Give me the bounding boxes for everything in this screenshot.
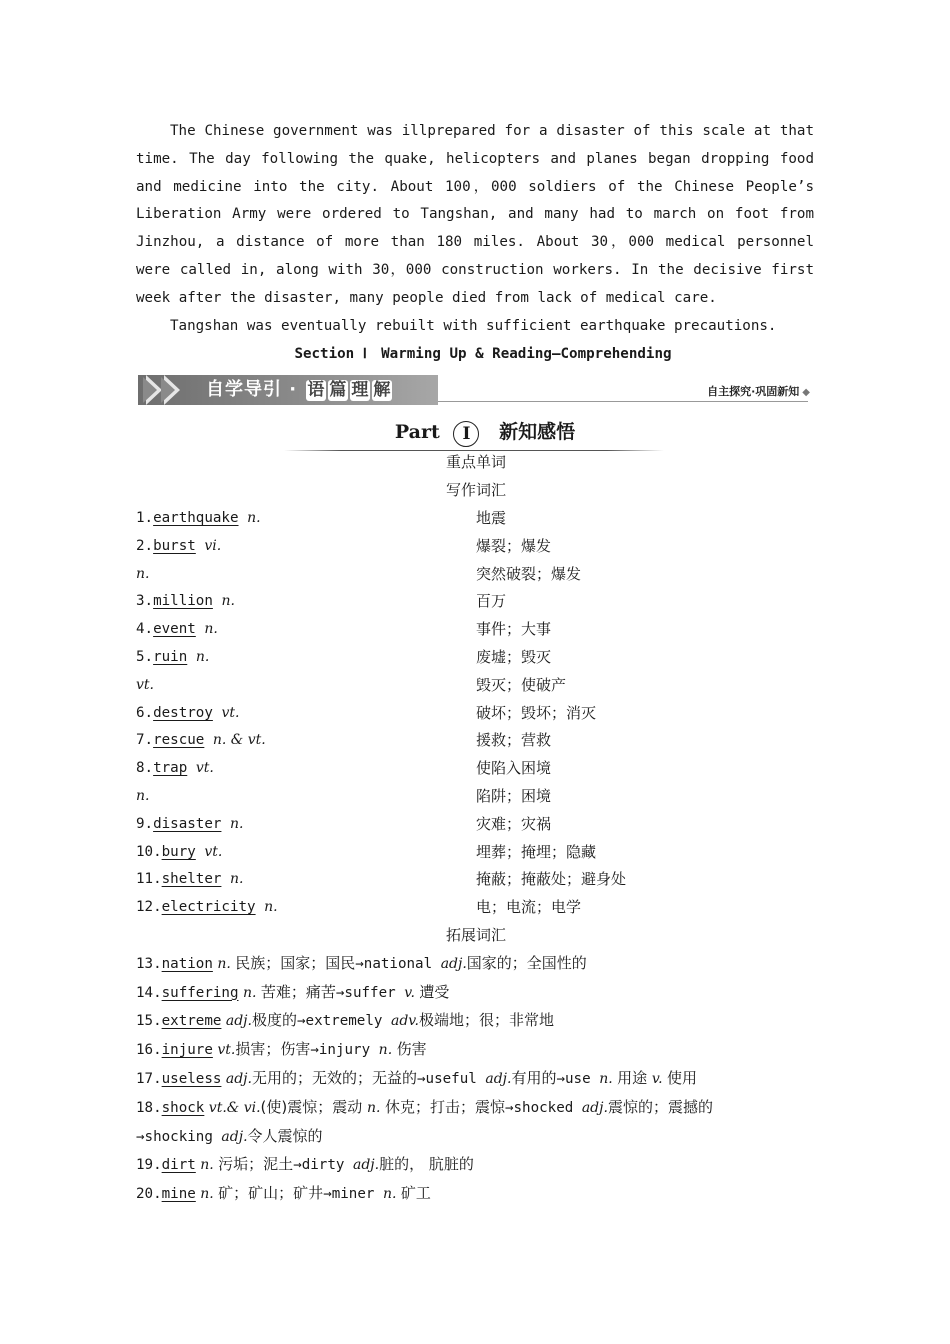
- vocab-left: [136, 700, 239, 728]
- extension-pos: vt.& vi.: [204, 1099, 261, 1116]
- vocab-word: rescue: [153, 732, 205, 749]
- part-heading: [136, 417, 814, 447]
- extension-pos: adj.: [221, 1013, 252, 1030]
- vocab-row: [136, 894, 814, 922]
- extension-number: 19.: [136, 1157, 162, 1174]
- vocab-gap: [221, 871, 230, 887]
- vocab-gap: [256, 899, 265, 915]
- extension-meaning: 极度的: [251, 1011, 297, 1030]
- extension-meaning: 伤害: [396, 1040, 427, 1059]
- vocab-meaning: 灾难；灾祸: [476, 814, 552, 833]
- banner-title-dot: ·: [289, 379, 298, 401]
- vocab-row: [136, 561, 814, 589]
- vocab-number: 7.: [136, 732, 154, 749]
- extension-derivative: →injury: [310, 1042, 379, 1059]
- extension-meaning: 矿；矿山；矿井: [218, 1184, 324, 1203]
- vocab-row: [136, 811, 814, 839]
- extension-meaning: 国家的；全国性的: [466, 953, 587, 972]
- vocab-meaning: 使陷入困境: [476, 759, 552, 778]
- vocab-word: destroy: [153, 704, 213, 721]
- vocab-word: burst: [153, 537, 196, 554]
- vocab-row: [136, 533, 814, 561]
- vocab-meaning: 埋葬；掩埋；隐藏: [476, 842, 597, 861]
- part-title-cn: 新知感悟: [499, 421, 576, 444]
- vocab-number: 11.: [136, 871, 162, 888]
- extension-meaning: 遭受: [419, 982, 450, 1001]
- vocab-left: [136, 644, 209, 672]
- vocab-left: [136, 783, 149, 811]
- vocab-row: [136, 672, 814, 700]
- extension-derivative: →national: [355, 955, 441, 972]
- vocab-left: [136, 533, 221, 561]
- extension-word: dirt: [161, 1157, 196, 1174]
- extension-meaning: 震惊的；震撼的: [607, 1097, 713, 1116]
- extension-derivative: →suffer: [335, 984, 405, 1001]
- extension-pos: v.: [651, 1070, 668, 1087]
- banner-title-lead: 自学导引: [206, 379, 282, 401]
- vocab-row: [136, 727, 814, 755]
- banner-title-box: 理: [351, 380, 370, 401]
- vocab-pos: n.: [204, 621, 218, 638]
- passage-paragraph-1: The Chinese government was illprepared for a disaster of this scale at that time. The day following the quake, helicopters and planes began dropping food and medicine into the city. About 100，000 soldiers of the Chinese People’s Liberation Army were ordered to Tangshan, and many had to march on foot from Jinzhou, a distance of more than 180 miles. About 30，000 medical personnel were called in, along with 30，000 construction workers. In the decisive first week after the disaster, many people died from lack of medical care.: [136, 123, 814, 306]
- banner-title: [206, 378, 392, 402]
- banner-title-box: 语: [307, 380, 326, 401]
- extension-number: 18.: [136, 1099, 162, 1116]
- vocab-meaning: 陷阱；困境: [476, 786, 552, 805]
- vocab-word: ruin: [153, 648, 188, 665]
- vocab-left: [136, 616, 218, 644]
- extension-row: [136, 1094, 814, 1152]
- extension-number: 16.: [136, 1042, 162, 1059]
- part-label: Part: [394, 421, 440, 444]
- vocab-word: shelter: [161, 871, 222, 888]
- banner-underline: [438, 401, 808, 402]
- extension-word: nation: [161, 955, 213, 972]
- document-page: [136, 118, 814, 1209]
- extension-number: 17.: [136, 1070, 162, 1087]
- extension-pos: n.: [378, 1042, 397, 1059]
- vocab-pos: n.: [229, 815, 244, 832]
- extension-row: [136, 1065, 814, 1094]
- part-numeral: Ⅰ: [453, 421, 479, 447]
- vocab-number: 9.: [136, 815, 154, 832]
- extension-row: [136, 1151, 814, 1180]
- extension-meaning: 休克；打击；震惊: [384, 1097, 505, 1116]
- vocab-left: [136, 894, 278, 922]
- extension-derivative: →dirty: [293, 1157, 353, 1174]
- extension-pos: v.: [404, 984, 420, 1001]
- vocab-pos: vi.: [204, 537, 222, 554]
- extension-pos: n.: [195, 1186, 219, 1203]
- extension-meaning: 无用的；无效的；无益的: [251, 1068, 417, 1087]
- vocab-row: [136, 588, 814, 616]
- vocab-gap: [239, 510, 248, 526]
- extension-pos: n.: [382, 1186, 401, 1203]
- vocab-gap: [187, 649, 196, 665]
- vocab-pos: vt.: [221, 704, 240, 721]
- extension-derivative: →shocked: [504, 1099, 582, 1116]
- vocab-number: 5.: [136, 648, 154, 665]
- extension-row: [136, 1036, 814, 1065]
- vocab-meaning: 百万: [476, 592, 507, 611]
- extension-meaning: 污垢；泥土: [218, 1155, 294, 1174]
- vocab-meaning: 破坏；毁坏；消灭: [476, 703, 597, 722]
- extension-derivative: →useful: [417, 1070, 486, 1087]
- vocab-meaning: 地震: [476, 508, 507, 527]
- vocab-pos: vt.: [204, 843, 223, 860]
- vocab-gap: [204, 732, 213, 748]
- extension-pos: n.: [367, 1099, 385, 1116]
- vocab-pos: n.: [247, 509, 261, 526]
- vocab-word: bury: [161, 843, 196, 860]
- extension-word: shock: [161, 1099, 205, 1116]
- extension-word: suffering: [161, 984, 239, 1001]
- vocab-row: [136, 616, 814, 644]
- extension-pos: adj.: [440, 955, 467, 972]
- extension-number: 14.: [136, 984, 162, 1001]
- vocab-meaning: 突然破裂；爆发: [476, 564, 582, 583]
- vocab-row: [136, 644, 814, 672]
- section-title: Section Ⅰ Warming Up & Reading—Comprehending: [294, 346, 672, 363]
- vocab-left: [136, 866, 243, 894]
- extension-meaning: 损害；伤害: [235, 1040, 311, 1059]
- vocab-row: [136, 783, 814, 811]
- vocab-pos: n.: [195, 648, 210, 665]
- vocab-word: earthquake: [153, 509, 239, 526]
- vocab-left: [136, 727, 266, 755]
- vocab-row: [136, 505, 814, 533]
- extension-pos: adj.: [221, 1128, 248, 1145]
- vocab-meaning: 电；电流；电学: [476, 898, 582, 917]
- extension-derivative: →miner: [323, 1186, 383, 1203]
- vocab-left: [136, 672, 154, 700]
- vocab-left: [136, 839, 222, 867]
- vocab-word: disaster: [153, 815, 222, 832]
- part-divider: [284, 450, 664, 451]
- vocab-number: 10.: [136, 843, 162, 860]
- vocab-gap: [187, 760, 196, 776]
- extension-meaning: 极端地；很；非常地: [418, 1011, 554, 1030]
- vocab-number: 1.: [136, 509, 154, 526]
- vocab-meaning: 掩蔽；掩蔽处；避身处: [476, 870, 627, 889]
- extension-derivative: →extremely: [297, 1013, 391, 1030]
- extension-meaning: 矿工: [400, 1184, 431, 1203]
- extension-meaning: 用途: [617, 1068, 652, 1087]
- extension-pos: n.: [238, 984, 261, 1001]
- extension-meaning: 有用的: [511, 1068, 557, 1087]
- vocab-number: 12.: [136, 899, 162, 916]
- extension-derivative: →shocking: [136, 1128, 222, 1145]
- vocab-number: 4.: [136, 621, 154, 638]
- chevron-icon: [143, 377, 157, 403]
- vocab-left: [136, 561, 149, 589]
- extension-number: 15.: [136, 1013, 162, 1030]
- extension-word: injure: [161, 1042, 213, 1059]
- banner-right-text: 自主探究·巩固新知: [707, 385, 800, 399]
- extension-pos: adv.: [390, 1013, 419, 1030]
- vocab-word: million: [153, 593, 213, 610]
- extension-row: [136, 1180, 814, 1209]
- vocab-row: [136, 700, 814, 728]
- extension-pos: adj.: [352, 1157, 380, 1174]
- extension-pos: adj.: [221, 1070, 252, 1087]
- vocab-row: [136, 839, 814, 867]
- vocab-meaning: 爆裂；爆发: [476, 536, 552, 555]
- extension-row: [136, 979, 814, 1008]
- vocab-pos: n.: [221, 593, 235, 610]
- vocab-pos: n.: [136, 787, 150, 804]
- vocab-number: 6.: [136, 704, 154, 721]
- vocab-number: 3.: [136, 593, 154, 610]
- extension-meaning: 令人震惊的: [247, 1126, 323, 1145]
- extension-meaning: 苦难；痛苦: [260, 982, 336, 1001]
- vocab-pos: n.: [136, 565, 150, 582]
- vocab-gap: [221, 816, 230, 832]
- extension-number: 20.: [136, 1186, 162, 1203]
- vocab-meaning: 毁灭；使破产: [476, 675, 567, 694]
- chevron-icon: [161, 377, 175, 403]
- extension-pos: n.: [212, 955, 236, 972]
- vocab-row: [136, 866, 814, 894]
- vocab-meaning: 事件；大事: [476, 620, 552, 639]
- vocab-row: [136, 755, 814, 783]
- diamond-icon: ◆: [802, 387, 810, 399]
- extension-pos: vt.: [212, 1042, 236, 1059]
- extension-meaning: (使)震惊；震动: [260, 1097, 368, 1116]
- extension-pos: n.: [195, 1157, 219, 1174]
- extension-number: 13.: [136, 955, 162, 972]
- passage-paragraph-2: Tangshan was eventually rebuilt with sufficient earthquake precautions.: [170, 317, 777, 334]
- heading-writing-vocab: 写作词汇: [445, 481, 506, 500]
- vocab-word: trap: [153, 760, 188, 777]
- vocab-left: [136, 811, 243, 839]
- vocab-pos: vt.: [136, 676, 154, 693]
- banner-right-caption: [707, 383, 810, 399]
- extension-pos: adj.: [581, 1099, 608, 1116]
- vocab-word: event: [153, 621, 196, 638]
- vocab-pos: n. & vt.: [212, 732, 266, 749]
- extension-meaning: 民族；国家；国民: [235, 953, 356, 972]
- extension-meaning: 使用: [667, 1068, 698, 1087]
- vocab-left: [136, 755, 214, 783]
- vocab-word: electricity: [161, 899, 256, 916]
- vocab-pos: n.: [264, 899, 278, 916]
- extension-pos: n.: [599, 1070, 618, 1087]
- extension-word: mine: [161, 1186, 196, 1203]
- vocab-meaning: 废墟；毁灭: [476, 647, 552, 666]
- vocab-list: [136, 505, 814, 922]
- extension-word: useless: [161, 1070, 222, 1087]
- vocab-left: [136, 505, 261, 533]
- vocab-pos: n.: [229, 871, 244, 888]
- vocab-meaning: 援救；营救: [476, 731, 552, 750]
- banner-title-box: 篇: [329, 380, 348, 401]
- extension-list: [136, 950, 814, 1209]
- heading-extension-vocab: 拓展词汇: [445, 925, 506, 944]
- vocab-number: 8.: [136, 760, 154, 777]
- heading-key-words: 重点单词: [445, 453, 506, 472]
- extension-word: extreme: [161, 1013, 222, 1030]
- extension-row: [136, 1007, 814, 1036]
- vocab-number: 2.: [136, 537, 154, 554]
- extension-meaning: 脏的， 肮脏的: [379, 1155, 474, 1174]
- vocab-pos: vt.: [195, 760, 214, 777]
- section-banner: [138, 375, 814, 407]
- extension-derivative: →use: [556, 1070, 600, 1087]
- vocab-left: [136, 588, 235, 616]
- extension-pos: adj.: [485, 1070, 512, 1087]
- extension-row: [136, 950, 814, 979]
- banner-title-box: 解: [373, 380, 392, 401]
